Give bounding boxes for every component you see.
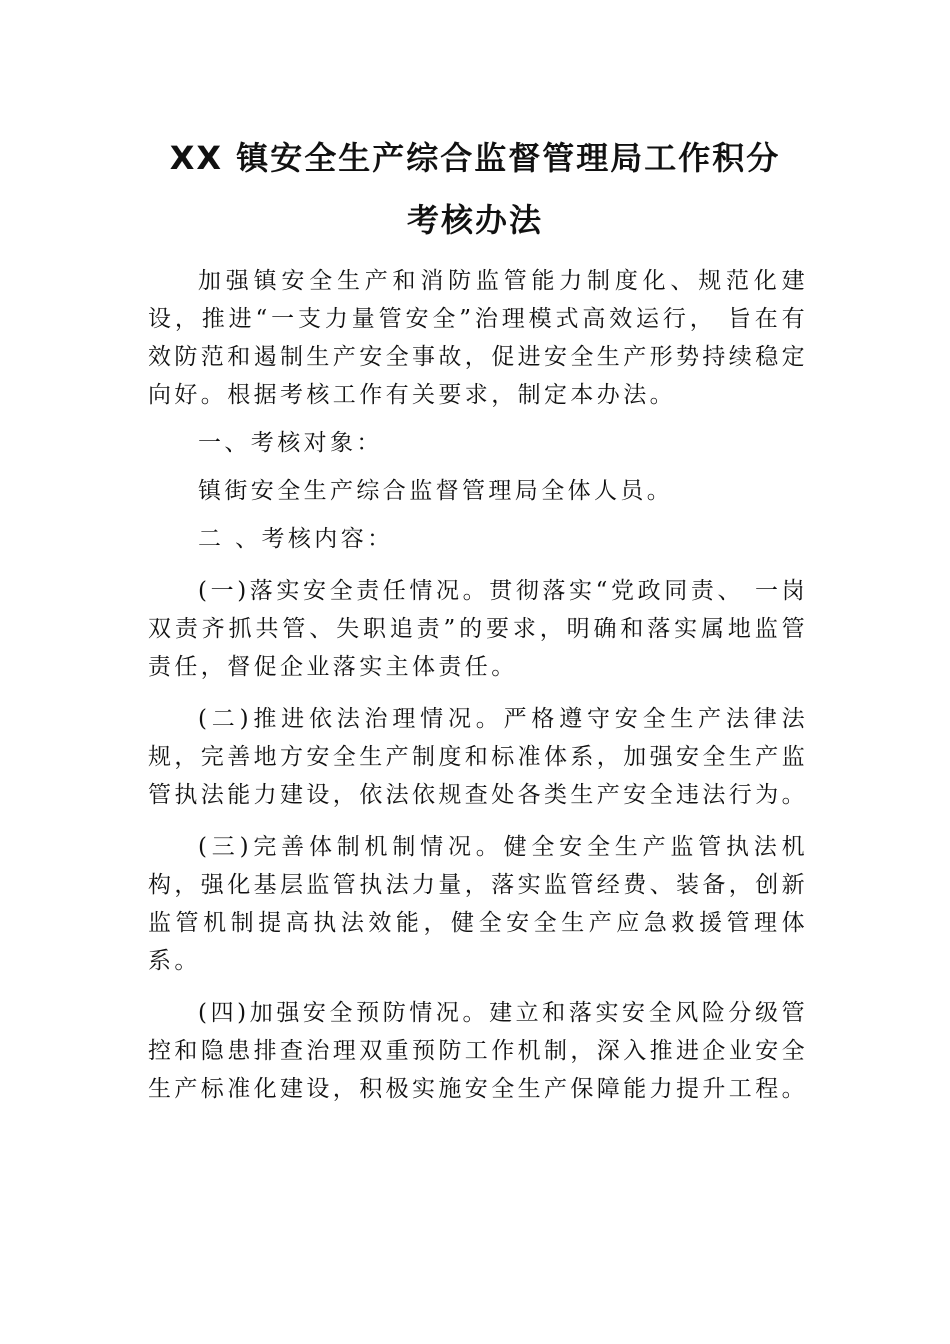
section-heading-assessment-target: 一、考核对象：	[198, 430, 383, 456]
section-heading-assessment-content: 二 、考核内容：	[198, 526, 394, 552]
document-title-line-2: 考核办法	[406, 201, 543, 239]
document-title-line-1: XX 镇安全生产综合监督管理局工作积分	[169, 139, 781, 177]
item-3-paragraph: (三)完善体制机制情况。健全安全生产监管执法机构，强化基层监管执法力量，落实监管经费、装备，创新监管机制提高执法效能，健全安全生产应急救援管理体系。	[148, 834, 808, 974]
assessment-target-paragraph: 镇街安全生产综合监督管理局全体人员。	[198, 478, 674, 504]
item-2-paragraph: (二)推进依法治理情况。严格遵守安全生产法律法规，完善地方安全生产制度和标准体系，加强安全生产监管执法能力建设，依法依规查处各类生产安全违法行为。	[148, 706, 808, 808]
intro-paragraph: 加强镇安全生产和消防监管能力制度化、规范化建设，推进“一支力量管安全”治理模式高效运行， 旨在有效防范和遏制生产安全事故，促进安全生产形势持续稳定向好。根据考核工作有关要求，制定本办法。	[148, 268, 808, 408]
item-1-paragraph: (一)落实安全责任情况。贯彻落实“党政同责、 一岗双责齐抓共管、失职追责”的要求，明确和落实属地监管责任，督促企业落实主体责任。	[148, 578, 808, 680]
document-body	[148, 262, 808, 1108]
item-4-paragraph: (四)加强安全预防情况。建立和落实安全风险分级管控和隐患排查治理双重预防工作机制，深入推进企业安全生产标准化建设，积极实施安全生产保障能力提升工程。	[148, 1000, 808, 1102]
